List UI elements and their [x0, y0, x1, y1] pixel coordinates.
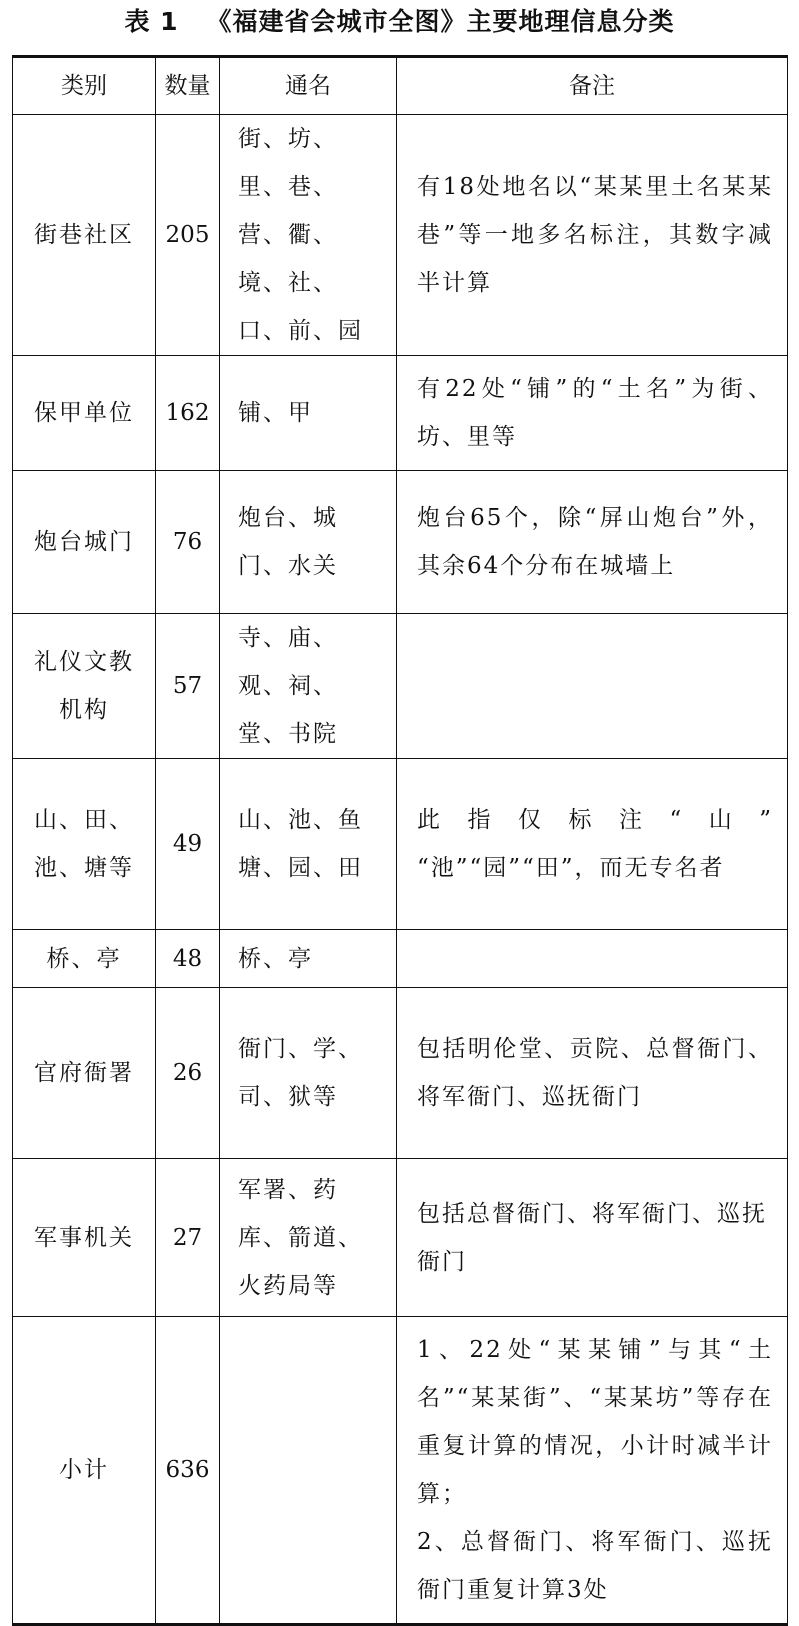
header-row	[13, 57, 788, 115]
row-generic-names	[220, 1317, 397, 1625]
row-count: 205	[156, 115, 220, 356]
row-count: 162	[156, 356, 220, 471]
classification-table	[12, 55, 788, 1626]
row-count: 26	[156, 988, 220, 1159]
table-title: 《福建省会城市全图》主要地理信息分类	[206, 7, 675, 36]
row-generic-names: 寺、庙、观、祠、堂、书院	[220, 614, 397, 759]
table-row	[13, 614, 788, 759]
row-category: 礼仪文教机构	[13, 614, 156, 759]
row-generic-names: 衙门、学、司、狱等	[220, 988, 397, 1159]
table-row	[13, 1159, 788, 1317]
row-generic-names: 街、坊、里、巷、营、衢、境、社、口、前、园	[220, 115, 397, 356]
table-caption	[0, 0, 799, 44]
row-remarks: 炮台65个，除“屏山炮台”外，其余64个分布在城墙上	[397, 471, 788, 614]
row-remarks: 包括总督衙门、将军衙门、巡抚衙门	[397, 1159, 788, 1317]
row-remarks: 包括明伦堂、贡院、总督衙门、将军衙门、巡抚衙门	[397, 988, 788, 1159]
row-category: 官府衙署	[13, 988, 156, 1159]
header-category: 类别	[13, 57, 156, 115]
row-category: 保甲单位	[13, 356, 156, 471]
row-category: 山、田、池、塘等	[13, 759, 156, 930]
row-category: 军事机关	[13, 1159, 156, 1317]
row-remarks: 1、22处“某某铺”与其“土名”“某某街”、“某某坊”等存在重复计算的情况，小计时减半计算； 2、总督衙门、将军衙门、巡抚衙门重复计算3处	[397, 1317, 788, 1625]
row-generic-names: 炮台、城门、水关	[220, 471, 397, 614]
table-row	[13, 930, 788, 988]
table-row	[13, 988, 788, 1159]
row-category: 小计	[13, 1317, 156, 1625]
header-generic-name: 通名	[220, 57, 397, 115]
row-count: 76	[156, 471, 220, 614]
table-row	[13, 1317, 788, 1625]
table-row	[13, 356, 788, 471]
row-count: 49	[156, 759, 220, 930]
header-remarks: 备注	[397, 57, 788, 115]
row-count: 57	[156, 614, 220, 759]
row-category: 桥、亭	[13, 930, 156, 988]
table-row	[13, 115, 788, 356]
row-category: 街巷社区	[13, 115, 156, 356]
table-row	[13, 471, 788, 614]
table-row	[13, 759, 788, 930]
table-number: 表 1	[124, 7, 179, 36]
row-category: 炮台城门	[13, 471, 156, 614]
header-count: 数量	[156, 57, 220, 115]
row-remarks	[397, 930, 788, 988]
row-generic-names: 军署、药库、箭道、火药局等	[220, 1159, 397, 1317]
row-count: 48	[156, 930, 220, 988]
row-remarks	[397, 614, 788, 759]
row-generic-names: 桥、亭	[220, 930, 397, 988]
row-count: 636	[156, 1317, 220, 1625]
row-count: 27	[156, 1159, 220, 1317]
row-remarks: 此指仅标注“山” “池”“园”“田”，而无专名者	[397, 759, 788, 930]
row-generic-names: 铺、甲	[220, 356, 397, 471]
row-generic-names: 山、池、鱼塘、园、田	[220, 759, 397, 930]
row-remarks: 有22处“铺”的“土名”为街、坊、里等	[397, 356, 788, 471]
row-remarks: 有18处地名以“某某里土名某某巷”等一地多名标注，其数字减半计算	[397, 115, 788, 356]
